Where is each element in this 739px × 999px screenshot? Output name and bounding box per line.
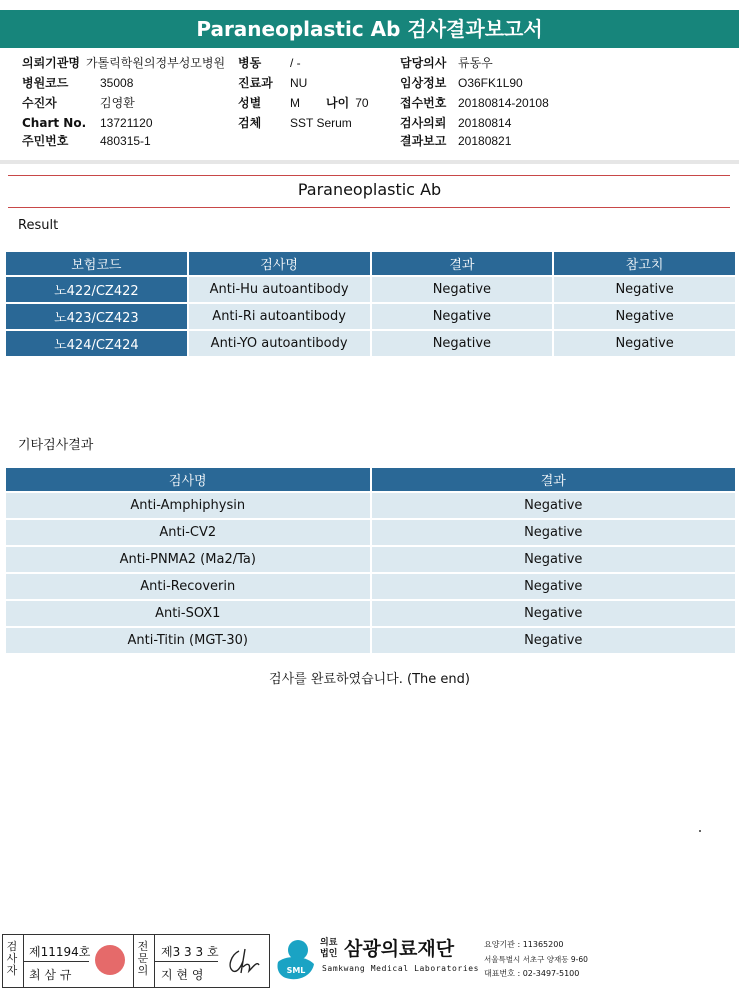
header-field: 검사의뢰 20180814 [400, 116, 512, 130]
report-title: Paraneoplastic Ab 검사결과보고서 [0, 10, 739, 48]
header-field: Chart No. 13721120 [22, 116, 153, 130]
result-table [4, 250, 737, 358]
table-row [6, 331, 735, 356]
table-row [6, 574, 735, 599]
result-label: Result [18, 218, 59, 233]
examiner-seal [95, 945, 125, 975]
end-of-report-text: 검사를 완료하였습니다. (The end) [269, 672, 470, 687]
table-row [6, 493, 735, 518]
header-field: 담당의사 류동우 [400, 56, 493, 70]
examiner-number: 제11194호 [29, 945, 91, 959]
institution-code: 요양기관 : 11365200 [484, 940, 564, 949]
header-field: 성별 M [238, 96, 300, 110]
header-field: 병동 / - [238, 56, 301, 70]
table-row [6, 520, 735, 545]
org-phone: 대표번호 : 02-3497-5100 [484, 969, 580, 978]
sml-logo-icon [274, 936, 318, 984]
test-result: Negative [372, 493, 736, 518]
column-header: 검사명 [6, 468, 370, 491]
test-name: Anti-YO autoantibody [189, 331, 370, 356]
test-name: Anti-Amphiphysin [6, 493, 370, 518]
org-name: 삼광의료재단 [344, 938, 455, 960]
test-result: Negative [372, 601, 736, 626]
column-header: 결과 [372, 252, 553, 275]
test-name: Anti-SOX1 [6, 601, 370, 626]
table-row [6, 601, 735, 626]
test-name: Anti-Recoverin [6, 574, 370, 599]
test-result: Negative [372, 574, 736, 599]
header-field: 의뢰기관명 가톨릭학원의정부성모병원 [22, 56, 226, 70]
other-results-table [4, 466, 737, 655]
reference-value: Negative [554, 331, 735, 356]
specialist-label: 전문의 [137, 940, 149, 977]
section-title: Paraneoplastic Ab [297, 180, 442, 199]
insurance-code: 노423/CZ423 [6, 304, 187, 329]
section-rule-bottom [8, 207, 730, 208]
examiner-label: 검사자 [6, 940, 18, 977]
table-header-row [6, 252, 735, 275]
scan-speck [699, 830, 701, 832]
header-field-age: 나이 70 [326, 96, 369, 110]
test-result: Negative [372, 304, 553, 329]
test-result: Negative [372, 520, 736, 545]
table-header-row [6, 468, 735, 491]
test-result: Negative [372, 547, 736, 572]
divider [133, 935, 134, 987]
section-rule-top [8, 175, 730, 176]
org-english-name: Samkwang Medical Laboratories [322, 964, 480, 973]
test-result: Negative [372, 628, 736, 653]
specialist-name: 지 현 영 [161, 968, 204, 982]
header-field: 병원코드 35008 [22, 76, 134, 90]
reference-value: Negative [554, 277, 735, 302]
table-row [6, 277, 735, 302]
svg-text:SML: SML [286, 966, 306, 975]
test-name: Anti-Titin (MGT-30) [6, 628, 370, 653]
header-field: 검체 SST Serum [238, 116, 352, 130]
test-result: Negative [372, 277, 553, 302]
column-header: 검사명 [189, 252, 370, 275]
header-field: 접수번호 20180814-20108 [400, 96, 549, 110]
header-field: 수진자 김영환 [22, 96, 135, 110]
insurance-code: 노424/CZ424 [6, 331, 187, 356]
test-name: Anti-PNMA2 (Ma2/Ta) [6, 547, 370, 572]
header-field: 주민번호 480315-1 [22, 134, 151, 148]
signature-box [2, 934, 270, 988]
header-field: 결과보고 20180821 [400, 134, 512, 148]
header-divider [0, 160, 739, 164]
specialist-number: 제3 3 3 호 [161, 945, 219, 959]
other-results-label: 기타검사결과 [18, 438, 94, 453]
test-result: Negative [372, 331, 553, 356]
table-row [6, 304, 735, 329]
test-name: Anti-Ri autoantibody [189, 304, 370, 329]
divider [154, 961, 218, 962]
examiner-name: 최 삼 규 [29, 968, 72, 982]
test-name: Anti-CV2 [6, 520, 370, 545]
column-header: 결과 [372, 468, 736, 491]
reference-value: Negative [554, 304, 735, 329]
table-row [6, 547, 735, 572]
column-header: 보험코드 [6, 252, 187, 275]
header-field: 진료과 NU [238, 76, 308, 90]
specialist-signature [225, 945, 261, 977]
org-address: 서울특별시 서초구 양재동 9-60 [484, 955, 588, 964]
header-field: 임상정보 O36FK1L90 [400, 76, 523, 90]
test-name: Anti-Hu autoantibody [189, 277, 370, 302]
table-row [6, 628, 735, 653]
divider [23, 961, 89, 962]
insurance-code: 노422/CZ422 [6, 277, 187, 302]
column-header: 참고치 [554, 252, 735, 275]
org-prefix: 의료 법인 [320, 938, 338, 959]
